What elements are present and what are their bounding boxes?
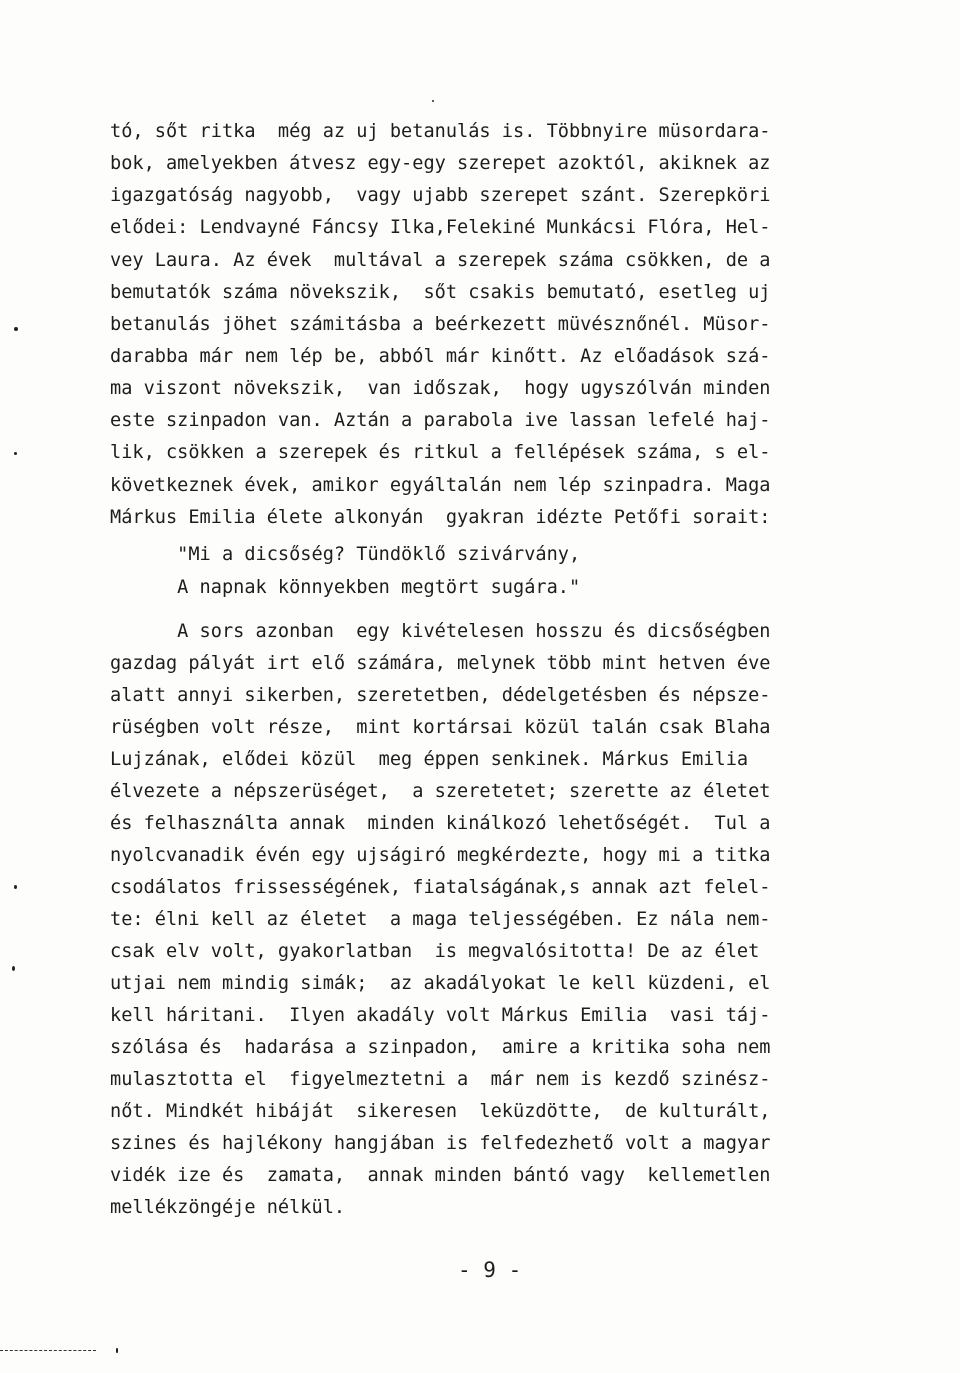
page-number: - 9 - bbox=[458, 1258, 522, 1282]
text-line: élvezete a népszerüséget, a szeretetet; szerette az életet bbox=[110, 781, 771, 802]
quote-line: A napnak könnyekben megtört sugára." bbox=[110, 577, 581, 598]
text-line: Lujzának, elődei közül meg éppen senkinek. Márkus Emilia bbox=[110, 749, 749, 770]
text-line: tó, sőt ritka még az uj betanulás is. Többnyire müsordara- bbox=[110, 121, 771, 142]
scan-speck bbox=[432, 100, 434, 102]
text-line: vey Laura. Az évek multával a szerepek száma csökken, de a bbox=[110, 250, 771, 271]
scan-speck bbox=[14, 327, 18, 331]
text-line: alatt annyi sikerben, szeretetben, dédelgetésben és népsze- bbox=[110, 685, 771, 706]
text-line: nőt. Mindkét hibáját sikeresen leküzdötte, de kulturált, bbox=[110, 1101, 771, 1122]
text-line: szólása és hadarása a szinpadon, amire a kritika soha nem bbox=[110, 1037, 771, 1058]
scan-edge-rule bbox=[0, 1350, 96, 1351]
text-line: te: élni kell az életet a maga teljességében. Ez nála nem- bbox=[110, 909, 771, 930]
text-line: ma viszont növekszik, van időszak, hogy ugyszólván minden bbox=[110, 378, 771, 399]
text-line: darabba már nem lép be, abból már kinőtt. Az előadások szá- bbox=[110, 346, 771, 367]
paragraph-start-line: A sors azonban egy kivételesen hosszu és dicsőségben bbox=[110, 621, 771, 642]
quote-line: "Mi a dicsőség? Tündöklő szivárvány, bbox=[110, 544, 581, 565]
scan-speck bbox=[116, 1348, 118, 1353]
text-line: és felhasználta annak minden kinálkozó lehetőségét. Tul a bbox=[110, 813, 771, 834]
scan-speck bbox=[12, 966, 15, 971]
text-line: csodálatos frissességének, fiatalságának,s annak azt felel- bbox=[110, 877, 771, 898]
text-line: csak elv volt, gyakorlatban is megvalósitotta! De az élet bbox=[110, 941, 760, 962]
text-line: bemutatók száma növekszik, sőt csakis bemutató, esetleg uj bbox=[110, 282, 771, 303]
scan-speck bbox=[14, 452, 17, 455]
text-line: igazgatóság nagyobb, vagy ujabb szerepet szánt. Szerepköri bbox=[110, 185, 771, 206]
text-line: utjai nem mindig simák; az akadályokat le kell küzdeni, el bbox=[110, 973, 771, 994]
text-line: este szinpadon van. Aztán a parabola ive lassan lefelé haj- bbox=[110, 410, 771, 431]
text-line: gazdag pályát irt elő számára, melynek több mint hetven éve bbox=[110, 653, 771, 674]
text-line: mellékzöngéje nélkül. bbox=[110, 1197, 346, 1218]
text-line: nyolcvanadik évén egy ujságiró megkérdezte, hogy mi a titka bbox=[110, 845, 771, 866]
text-line: szines és hajlékony hangjában is felfedezhető volt a magyar bbox=[110, 1133, 771, 1154]
text-line: elődei: Lendvayné Fáncsy Ilka,Felekiné Munkácsi Flóra, Hel- bbox=[110, 217, 771, 238]
scan-speck bbox=[14, 885, 17, 889]
text-line: vidék ize és zamata, annak minden bántó vagy kellemetlen bbox=[110, 1165, 771, 1186]
text-line: mulasztotta el figyelmeztetni a már nem is kezdő szinész- bbox=[110, 1069, 771, 1090]
text-line: lik, csökken a szerepek és ritkul a fellépések száma, s el- bbox=[110, 442, 771, 463]
text-line: betanulás jöhet számitásba a beérkezett müvésznőnél. Müsor- bbox=[110, 314, 771, 335]
text-line: következnek évek, amikor egyáltalán nem lép szinpadra. Maga bbox=[110, 475, 771, 496]
text-line: bok, amelyekben átvesz egy-egy szerepet azoktól, akiknek az bbox=[110, 153, 771, 174]
text-line: rüségben volt része, mint kortársai közül talán csak Blaha bbox=[110, 717, 771, 738]
text-line: kell háritani. Ilyen akadály volt Márkus Emilia vasi táj- bbox=[110, 1005, 771, 1026]
text-line: Márkus Emilia élete alkonyán gyakran idézte Petőfi sorait: bbox=[110, 507, 771, 528]
